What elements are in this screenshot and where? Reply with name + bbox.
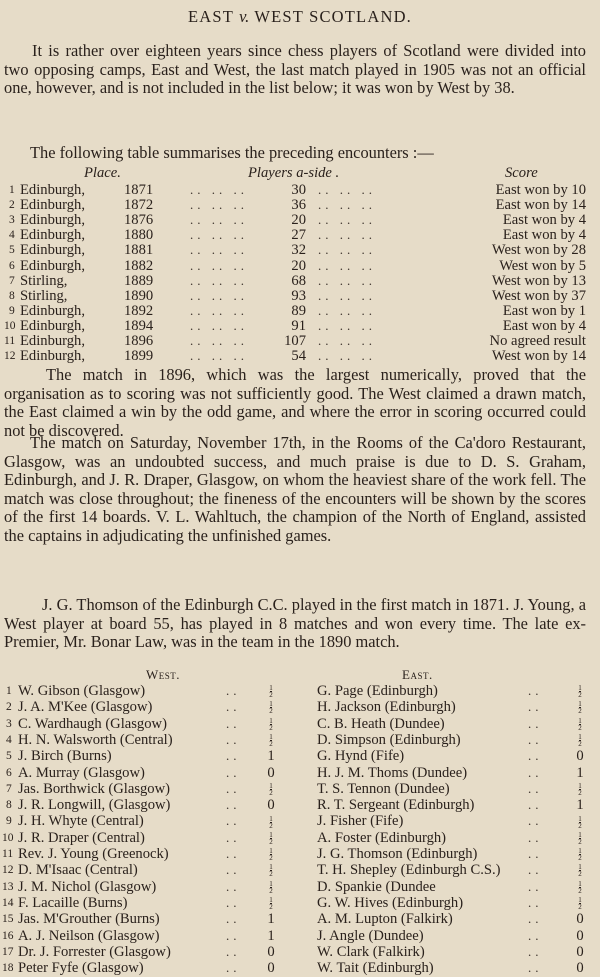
history-score: No agreed result — [489, 333, 586, 349]
dot-leader: .. — [226, 715, 241, 731]
board-number: 7 — [6, 782, 12, 795]
east-score: $\frac{1}{2}$ — [578, 879, 582, 895]
history-row-number: 10 — [4, 319, 16, 332]
dot-leader: .. .. .. — [318, 302, 376, 318]
west-player: D. M'Isaac (Central) — [18, 862, 138, 879]
west-score: 0 — [267, 960, 275, 977]
east-score: 0 — [576, 927, 584, 944]
history-players: 32 — [291, 242, 306, 259]
history-players: 27 — [291, 227, 306, 244]
dot-leader: .. .. .. — [190, 333, 248, 348]
title-vs: v. — [239, 7, 250, 26]
history-place: Edinburgh, — [20, 182, 85, 198]
board-number: 4 — [6, 733, 12, 746]
history-place: Edinburgh, — [20, 317, 85, 334]
west-score: $\frac{1}{2}$ — [269, 733, 273, 749]
dot-leader: .. .. .. — [190, 242, 248, 258]
history-score: East won by 14 — [495, 197, 586, 214]
dot-leader: .. — [528, 829, 543, 845]
history-place: Edinburgh, — [20, 348, 85, 365]
history-players: 89 — [291, 302, 306, 319]
dot-leader: .. — [528, 715, 543, 731]
east-score: 1 — [576, 797, 584, 814]
east-score: $\frac{1}{2}$ — [578, 814, 582, 830]
history-row-number: 8 — [9, 289, 15, 302]
east-player: T. S. Tennon (Dundee) — [317, 780, 450, 797]
east-player: G. W. Hives (Edinburgh) — [317, 894, 464, 911]
history-place: Edinburgh, — [20, 302, 85, 319]
west-player: F. Lacaille (Burns) — [18, 894, 128, 911]
history-score: East won by 4 — [502, 317, 586, 334]
header-west: West. — [146, 667, 181, 682]
west-score: 0 — [267, 764, 275, 781]
west-player: W. Gibson (Glasgow) — [18, 683, 146, 699]
history-row-number: 2 — [9, 199, 15, 212]
history-row-number: 4 — [9, 229, 15, 242]
west-score: $\frac{1}{2}$ — [269, 716, 273, 732]
intro-paragraph: It is rather over eighteen years since chess players of Scotland were divided into two opposing camps, East and West, the last match played in 1905 was not an official one, however, and is not included in the list below; it was won by West by 38. — [4, 41, 586, 97]
dot-leader: .. — [226, 846, 241, 861]
board-number: 5 — [6, 750, 12, 763]
east-player: D. Spankie (Dundee — [317, 878, 436, 895]
dot-leader: .. — [528, 683, 543, 698]
dot-leader: .. .. .. — [318, 348, 376, 364]
east-score: 1 — [576, 764, 584, 781]
history-row-number: 3 — [9, 214, 15, 227]
west-player: J. H. Whyte (Central) — [18, 813, 144, 830]
history-score: East won by 10 — [495, 182, 586, 198]
west-score: 1 — [267, 911, 275, 928]
east-player: H. Jackson (Edinburgh) — [317, 699, 456, 716]
page-title — [0, 7, 600, 27]
east-player: T. H. Shepley (Edinburgh C.S.) — [317, 862, 501, 879]
dot-leader: .. — [528, 960, 543, 976]
east-score: 0 — [576, 748, 584, 765]
dot-leader: .. .. .. — [318, 257, 376, 273]
dot-leader: .. .. .. — [190, 348, 248, 364]
history-score: West won by 14 — [491, 348, 586, 365]
dot-leader: .. — [226, 911, 241, 927]
dot-leader: .. — [226, 813, 241, 829]
history-year: 1894 — [124, 317, 154, 334]
west-score: $\frac{1}{2}$ — [269, 879, 273, 895]
history-score: West won by 28 — [491, 242, 586, 259]
east-player: G. Hynd (Fife) — [317, 748, 405, 765]
east-player: J. Fisher (Fife) — [317, 813, 404, 830]
west-score: $\frac{1}{2}$ — [269, 814, 273, 830]
dot-leader: .. — [528, 748, 543, 764]
dot-leader: .. — [528, 894, 543, 910]
history-players: 30 — [291, 182, 306, 198]
header-players: Players a-side . — [248, 165, 340, 181]
dot-leader: .. — [528, 699, 543, 715]
history-score: East won by 1 — [502, 302, 586, 319]
east-player: A. Foster (Edinburgh) — [317, 829, 447, 846]
dot-leader: .. — [528, 813, 543, 829]
east-score: $\frac{1}{2}$ — [578, 863, 582, 879]
east-score: $\frac{1}{2}$ — [578, 830, 582, 846]
east-player: W. Clark (Falkirk) — [317, 943, 425, 960]
east-score: 0 — [576, 911, 584, 928]
history-row-number: 1 — [9, 184, 15, 196]
west-score: $\frac{1}{2}$ — [269, 896, 273, 912]
east-player: J. G. Thomson (Edinburgh) — [317, 846, 478, 862]
dot-leader: .. .. .. — [318, 197, 376, 213]
history-year: 1892 — [124, 302, 154, 319]
dot-leader: .. .. .. — [190, 227, 248, 243]
history-score: East won by 4 — [502, 212, 586, 229]
west-player: J. A. M'Kee (Glasgow) — [18, 699, 153, 716]
east-player: R. T. Sergeant (Edinburgh) — [317, 797, 475, 814]
west-score: $\frac{1}{2}$ — [269, 830, 273, 846]
history-place: Edinburgh, — [20, 333, 85, 349]
dot-leader: .. — [528, 846, 543, 861]
west-score: $\frac{1}{2}$ — [269, 847, 273, 863]
east-score: $\frac{1}{2}$ — [578, 896, 582, 912]
board-number: 16 — [2, 929, 14, 942]
dot-leader: .. — [528, 943, 543, 959]
history-row-number: 6 — [9, 259, 15, 272]
history-year: 1889 — [124, 272, 154, 289]
history-place: Stirling, — [20, 272, 68, 289]
history-players: 36 — [291, 197, 306, 214]
dot-leader: .. — [528, 780, 543, 796]
dot-leader: .. .. .. — [318, 182, 376, 197]
west-player: Jas. Borthwick (Glasgow) — [18, 780, 170, 797]
dot-leader: .. .. .. — [318, 227, 376, 243]
dot-leader: .. — [226, 878, 241, 894]
history-year: 1872 — [124, 197, 154, 214]
history-players: 107 — [284, 333, 306, 349]
table-intro: The following table summarises the preceding encounters :— — [30, 143, 434, 162]
dot-leader: .. — [226, 797, 241, 813]
history-year: 1881 — [124, 242, 154, 259]
east-player: D. Simpson (Edinburgh) — [317, 731, 461, 748]
board-number: 13 — [2, 880, 14, 893]
west-player: J. R. Longwill, (Glasgow) — [18, 797, 171, 814]
east-player: A. M. Lupton (Falkirk) — [317, 911, 453, 928]
history-score: East won by 4 — [502, 227, 586, 244]
dot-leader: .. — [226, 862, 241, 878]
dot-leader: .. — [226, 829, 241, 845]
header-east: East. — [402, 667, 433, 682]
west-score: $\frac{1}{2}$ — [269, 781, 273, 797]
history-year: 1890 — [124, 287, 154, 304]
east-player: W. Tait (Edinburgh) — [317, 960, 434, 977]
header-place: Place. — [84, 165, 121, 181]
dot-leader: .. — [226, 780, 241, 796]
east-score: $\frac{1}{2}$ — [578, 700, 582, 716]
board-number: 14 — [2, 896, 14, 909]
dot-leader: .. — [528, 731, 543, 747]
west-player: J. Birch (Burns) — [18, 748, 112, 765]
board-number: 9 — [6, 815, 12, 828]
dot-leader: .. — [226, 699, 241, 715]
west-score: 1 — [267, 748, 275, 765]
dot-leader: .. .. .. — [190, 212, 248, 228]
dot-leader: .. .. .. — [190, 302, 248, 318]
history-row-number: 12 — [4, 350, 16, 363]
history-players: 93 — [291, 287, 306, 304]
west-score: $\frac{1}{2}$ — [269, 863, 273, 879]
board-number: 10 — [2, 831, 14, 844]
dot-leader: .. .. .. — [190, 287, 248, 303]
west-player: H. N. Walsworth (Central) — [18, 731, 173, 748]
board-number: 8 — [6, 799, 12, 812]
east-score: $\frac{1}{2}$ — [578, 684, 582, 700]
history-year: 1880 — [124, 227, 154, 244]
west-player: Rev. J. Young (Greenock) — [18, 846, 169, 862]
west-player: Dr. J. Forrester (Glasgow) — [18, 943, 171, 960]
west-player: J. M. Nichol (Glasgow) — [18, 878, 157, 895]
history-year: 1876 — [124, 212, 154, 229]
board-number: 1 — [6, 685, 12, 697]
west-player: Jas. M'Grouther (Burns) — [18, 911, 160, 928]
board-number: 17 — [2, 945, 14, 958]
history-score: West won by 13 — [491, 272, 586, 289]
east-score: $\frac{1}{2}$ — [578, 733, 582, 749]
west-score: 0 — [267, 943, 275, 960]
dot-leader: .. — [226, 894, 241, 910]
dot-leader: .. — [528, 878, 543, 894]
dot-leader: .. .. .. — [190, 197, 248, 213]
paragraph-match: The match on Saturday, November 17th, in the Rooms of the Ca'doro Restaurant, Glasgow, was an undoubted success, and much praise is due to D. S. Graham, Edinburgh, and J. R. Draper, Glasgow, on whom the heaviest share of the work fell. The match was close throughout; the fineness of the encounters will be shown by the scores of the first 14 boards. V. L. Wahltuch, the champion of the North of England, assisted the captains in adjudicating the unfinished games. — [4, 433, 586, 545]
dot-leader: .. .. .. — [190, 182, 248, 197]
west-score: $\frac{1}{2}$ — [269, 700, 273, 716]
history-players: 20 — [291, 212, 306, 229]
history-row-number: 11 — [4, 335, 16, 347]
history-score: West won by 37 — [491, 287, 586, 304]
dot-leader: .. — [226, 731, 241, 747]
dot-leader: .. .. .. — [318, 272, 376, 288]
west-player: C. Wardhaugh (Glasgow) — [18, 715, 167, 732]
board-number: 3 — [6, 717, 12, 730]
east-score: $\frac{1}{2}$ — [578, 847, 582, 863]
west-score: 1 — [267, 927, 275, 944]
dot-leader: .. .. .. — [190, 272, 248, 288]
history-players: 20 — [291, 257, 306, 274]
history-year: 1871 — [124, 182, 154, 198]
board-number: 11 — [2, 848, 14, 860]
east-player: C. B. Heath (Dundee) — [317, 715, 445, 732]
dot-leader: .. — [528, 764, 543, 780]
history-players: 91 — [291, 317, 306, 334]
history-place: Edinburgh, — [20, 257, 85, 274]
dot-leader: .. .. .. — [318, 317, 376, 333]
dot-leader: .. — [226, 764, 241, 780]
dot-leader: .. — [226, 683, 241, 698]
dot-leader: .. .. .. — [318, 287, 376, 303]
history-year: 1899 — [124, 348, 154, 365]
east-player: J. Angle (Dundee) — [317, 927, 424, 944]
header-score: Score — [505, 165, 538, 181]
paragraph-thomson: J. G. Thomson of the Edinburgh C.C. played in the first match in 1871. J. Young, a West player at board 55, has played in 8 matches and won every time. The late ex-Premier, Mr. Bonar Law, was in the team in the 1890 match. — [4, 595, 586, 651]
dot-leader: .. — [226, 960, 241, 976]
east-score: 0 — [576, 960, 584, 977]
title-right: WEST SCOTLAND. — [254, 7, 413, 26]
history-row-number: 7 — [9, 274, 15, 287]
dot-leader: .. — [528, 797, 543, 813]
east-player: H. J. M. Thoms (Dundee) — [317, 764, 468, 781]
history-year: 1896 — [124, 333, 154, 349]
dot-leader: .. — [226, 943, 241, 959]
dot-leader: .. — [528, 862, 543, 878]
history-year: 1882 — [124, 257, 154, 274]
west-player: Peter Fyfe (Glasgow) — [18, 960, 144, 977]
title-left: EAST — [187, 7, 234, 26]
board-number: 6 — [6, 766, 12, 779]
east-score: $\frac{1}{2}$ — [578, 781, 582, 797]
history-row-number: 9 — [9, 304, 15, 317]
history-players: 54 — [291, 348, 306, 365]
history-place: Stirling, — [20, 287, 68, 304]
dot-leader: .. — [226, 927, 241, 943]
dot-leader: .. .. .. — [318, 242, 376, 258]
paragraph-1896: The match in 1896, which was the largest numerically, proved that the organisation as to scoring was not sufficiently good. The West claimed a drawn match, the East claimed a win by the odd game, and where the error in scoring occurred could not be discovered. — [4, 365, 586, 440]
west-score: $\frac{1}{2}$ — [269, 684, 273, 700]
dot-leader: .. — [528, 911, 543, 927]
dot-leader: .. — [528, 927, 543, 943]
west-player: J. R. Draper (Central) — [18, 829, 145, 846]
history-place: Edinburgh, — [20, 197, 85, 214]
west-score: 0 — [267, 797, 275, 814]
history-row-number: 5 — [9, 244, 15, 257]
west-player: A. Murray (Glasgow) — [18, 764, 145, 781]
board-number: 12 — [2, 864, 14, 877]
history-players: 68 — [291, 272, 306, 289]
board-number: 2 — [6, 701, 12, 714]
history-place: Edinburgh, — [20, 227, 85, 244]
board-number: 18 — [2, 962, 14, 975]
history-score: West won by 5 — [499, 257, 586, 274]
history-place: Edinburgh, — [20, 242, 85, 259]
dot-leader: .. .. .. — [190, 257, 248, 273]
dot-leader: .. — [226, 748, 241, 764]
east-player: G. Page (Edinburgh) — [317, 683, 438, 699]
dot-leader: .. .. .. — [190, 317, 248, 333]
dot-leader: .. .. .. — [318, 333, 376, 348]
history-place: Edinburgh, — [20, 212, 85, 229]
west-player: A. J. Neilson (Glasgow) — [18, 927, 160, 944]
dot-leader: .. .. .. — [318, 212, 376, 228]
east-score: 0 — [576, 943, 584, 960]
board-number: 15 — [2, 913, 14, 926]
east-score: $\frac{1}{2}$ — [578, 716, 582, 732]
